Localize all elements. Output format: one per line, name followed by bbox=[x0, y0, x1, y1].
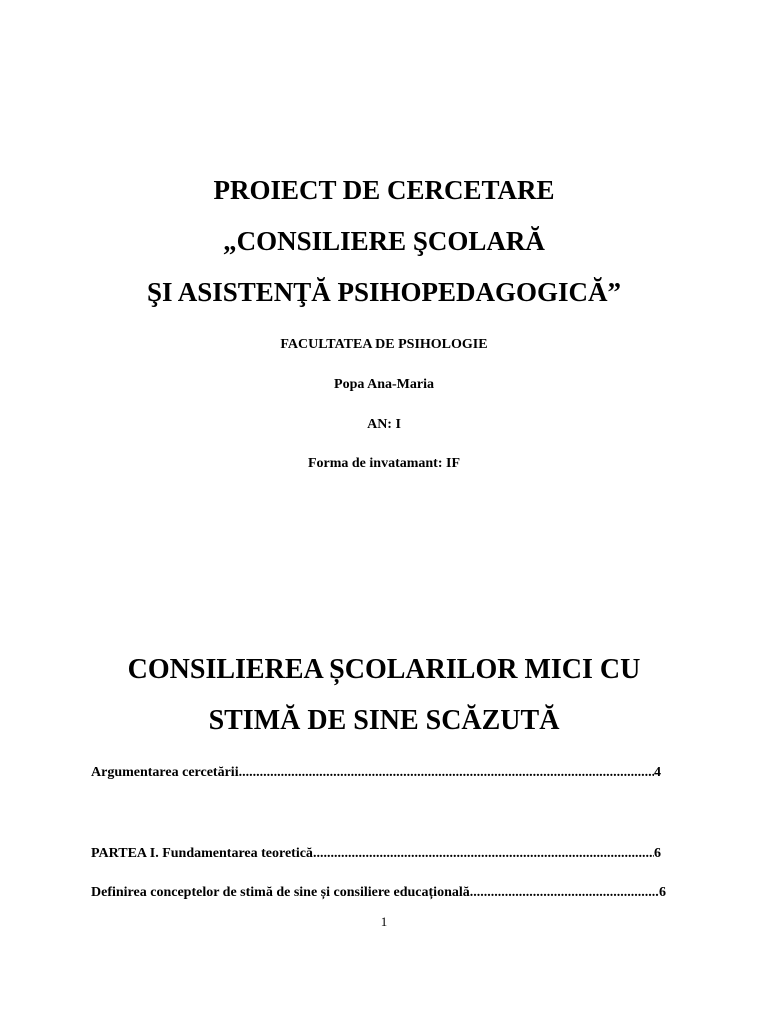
author-name: Popa Ana-Maria bbox=[334, 377, 434, 392]
course-title-line1: „CONSILIERE ŞCOLARĂ bbox=[223, 226, 545, 256]
toc-entry-page: 6 bbox=[659, 885, 666, 900]
toc-leader-dots bbox=[313, 845, 654, 863]
study-year: AN: I bbox=[367, 417, 401, 432]
toc-entry-label: Definirea conceptelor de stimă de sine și consiliere educațională bbox=[91, 885, 470, 900]
topic-title-line2: STIMĂ DE SINE SCĂZUTĂ bbox=[208, 705, 560, 736]
toc-entry bbox=[91, 764, 661, 782]
study-form: Forma de invatamant: IF bbox=[307, 456, 461, 471]
toc-leader-dots bbox=[239, 764, 654, 782]
faculty-name: FACULTATEA DE PSIHOLOGIE bbox=[280, 337, 488, 352]
toc-entry bbox=[91, 884, 666, 902]
toc-leader-dots bbox=[470, 884, 659, 902]
topic-title-line1: CONSILIEREA ȘCOLARILOR MICI CU bbox=[127, 654, 641, 685]
toc-entry-page: 4 bbox=[654, 765, 661, 780]
toc-entry-label: Argumentarea cercetării bbox=[91, 765, 239, 780]
toc-entry-label: PARTEA I. Fundamentarea teoretică bbox=[91, 846, 313, 861]
toc-entry bbox=[91, 845, 661, 863]
project-title: PROIECT DE CERCETARE bbox=[213, 175, 555, 205]
toc-entry-page: 6 bbox=[654, 846, 661, 861]
course-title-line2: ŞI ASISTENŢĂ PSIHOPEDAGOGICĂ” bbox=[146, 277, 622, 307]
page-number: 1 bbox=[380, 914, 388, 929]
